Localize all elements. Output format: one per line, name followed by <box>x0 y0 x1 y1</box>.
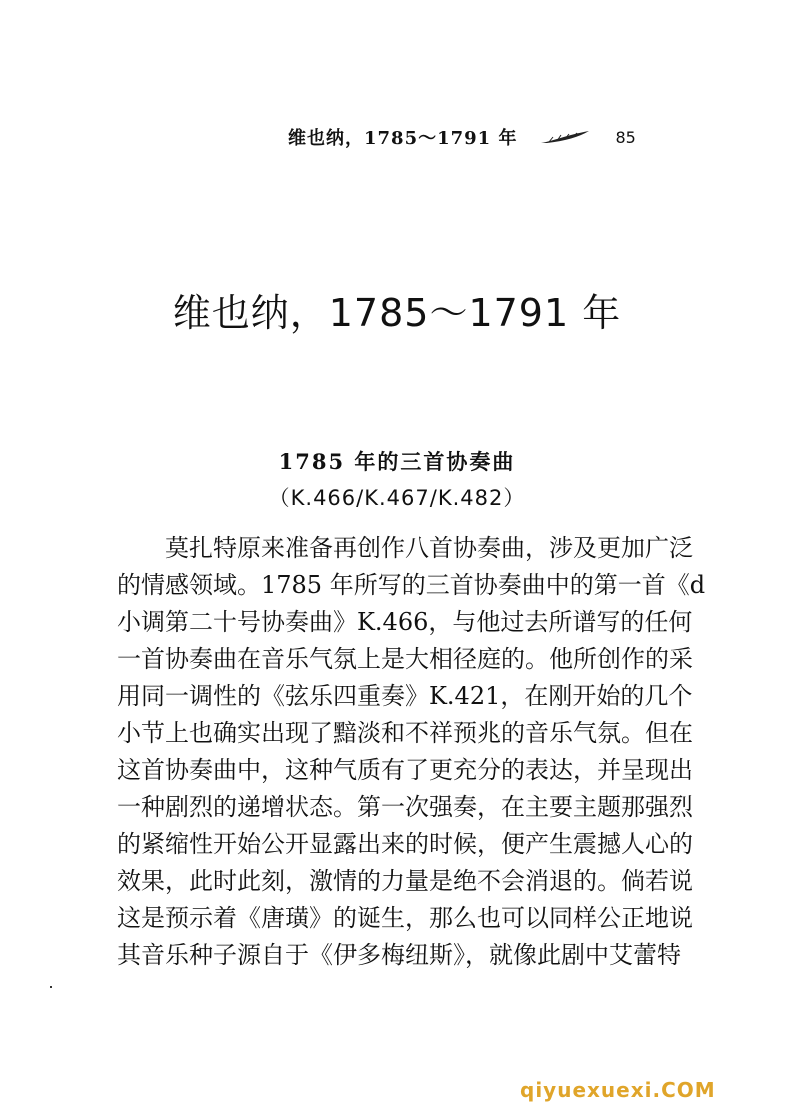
running-header-title: 维也纳，1785～1791 年 <box>288 128 518 149</box>
site-watermark <box>520 1072 790 1108</box>
watermark-text: qiyuexuexi.COM <box>520 1078 716 1102</box>
body-line: 用同一调性的《弦乐四重奏》K.421，在刚开始的几个 <box>117 682 693 710</box>
body-line: 小节上也确实出现了黯淡和不祥预兆的音乐气氛。但在 <box>117 719 693 747</box>
body-line: 这是预示着《唐璜》的诞生，那么也可以同样公正地说 <box>117 904 693 932</box>
quill-ornament-icon <box>539 129 591 145</box>
section-catalog-numbers: （K.466/K.467/K.482） <box>268 486 526 510</box>
body-line: 莫扎特原来准备再创作八首协奏曲，涉及更加广泛 <box>165 534 693 562</box>
body-line: 小调第二十号协奏曲》K.466，与他过去所谱写的任何 <box>117 608 693 636</box>
body-line: 的紧缩性开始公开显露出来的时候，便产生震撼人心的 <box>117 830 693 858</box>
section-title: 1785 年的三首协奏曲 <box>278 449 516 474</box>
body-line: 一首协奏曲在音乐气氛上是大相径庭的。他所创作的采 <box>117 645 693 673</box>
body-line: 效果，此时此刻，激情的力量是绝不会消退的。倘若说 <box>117 867 693 895</box>
scan-speck <box>50 986 52 988</box>
running-header <box>288 124 648 150</box>
body-line: 其音乐种子源自于《伊多梅纽斯》，就像此剧中艾蕾特 <box>117 941 681 969</box>
body-line: 一种剧烈的递增状态。第一次强奏，在主要主题那强烈 <box>117 793 693 821</box>
body-line: 的情感领域。1785 年所写的三首协奏曲中的第一首《d <box>117 571 706 599</box>
body-paragraph <box>117 530 706 974</box>
page-number: 85 <box>615 127 636 147</box>
body-line: 这首协奏曲中，这种气质有了更充分的表达，并呈现出 <box>117 756 693 784</box>
chapter-title: 维也纳，1785～1791 年 <box>172 291 622 335</box>
